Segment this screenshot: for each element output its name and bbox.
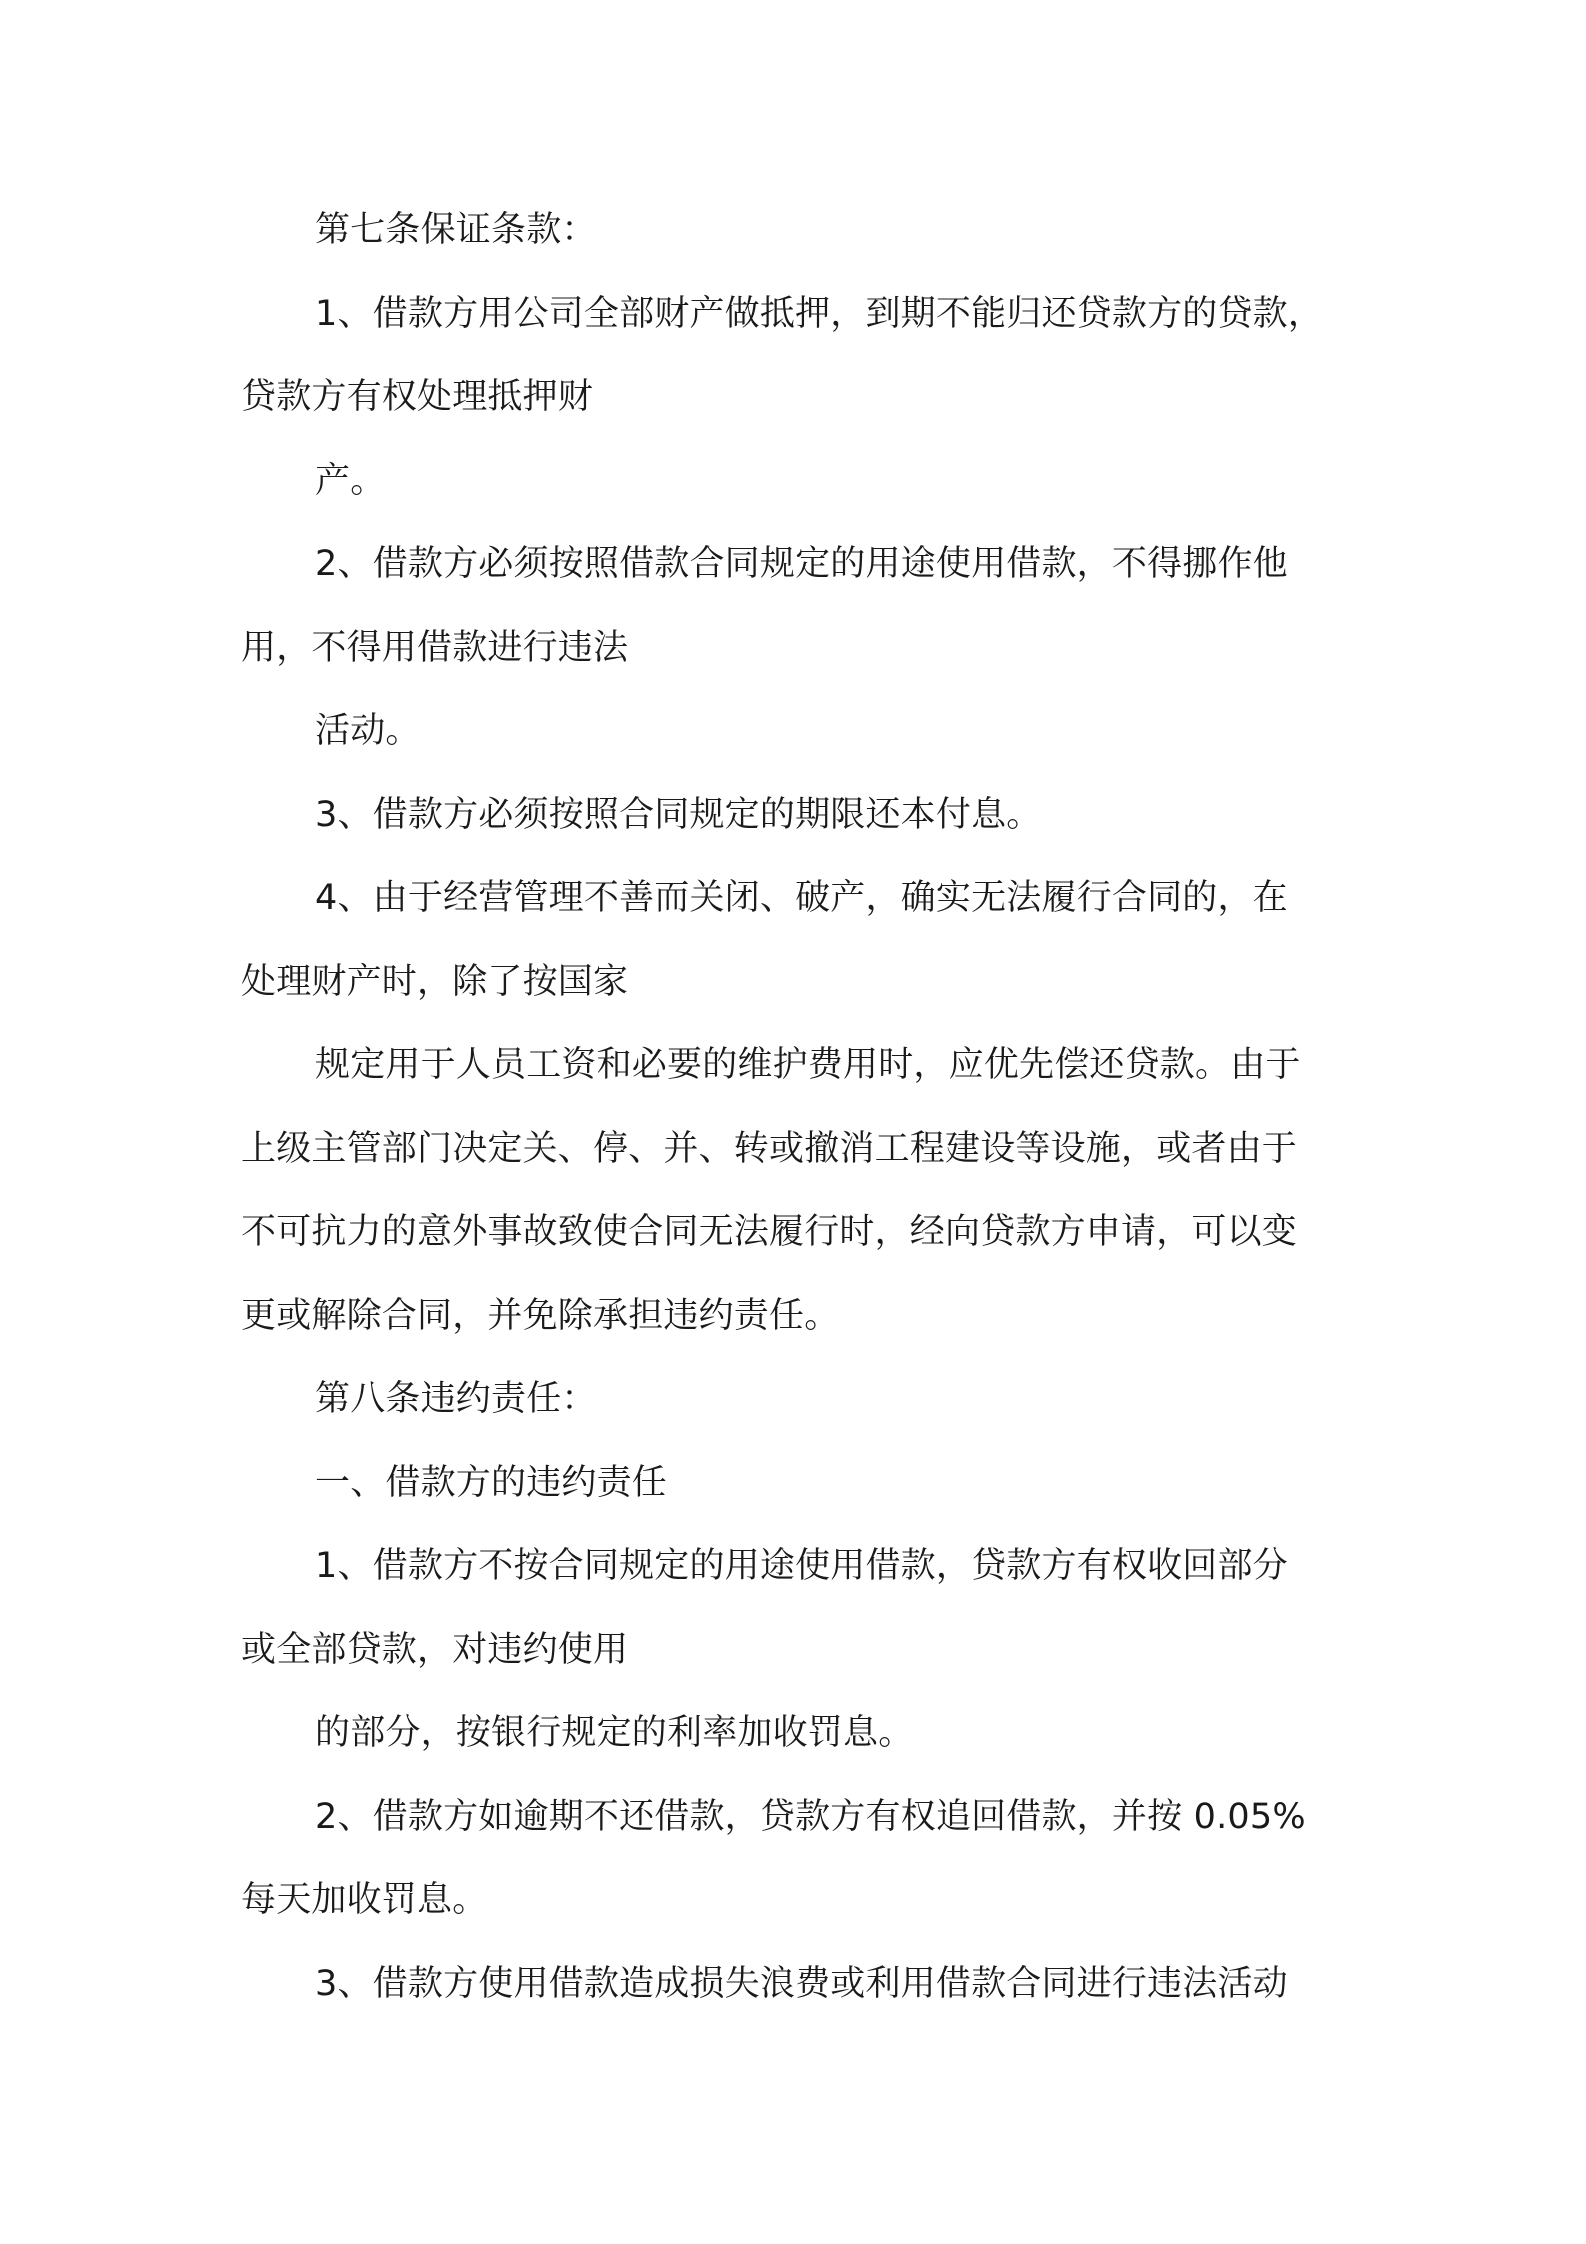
clause-7-4-line-3: 规定用于人员工资和必要的维护费用时，应优先偿还贷款。由于 (315, 1045, 1301, 1085)
clause-7-1-line-1: 1、借款方用公司全部财产做抵押，到期不能归还贷款方的贷款， (315, 294, 1324, 334)
clause-7-2-line-3: 活动。 (315, 711, 421, 751)
article-7-heading: 第七条保证条款： (315, 210, 597, 250)
clause-7-4-line-6: 更或解除合同，并免除承担违约责任。 (241, 1296, 840, 1336)
clause-7-2-line-1: 2、借款方必须按照借款合同规定的用途使用借款，不得挪作他 (315, 544, 1288, 584)
clause-7-1-line-3: 产。 (315, 461, 386, 501)
clause-7-1-line-2: 贷款方有权处理抵押财 (241, 377, 594, 417)
clause-7-4-line-4: 上级主管部门决定关、停、并、转或撤消工程建设等设施，或者由于 (241, 1129, 1298, 1169)
clause-7-2-line-2: 用，不得用借款进行违法 (241, 628, 629, 668)
clause-7-4-line-5: 不可抗力的意外事故致使合同无法履行时，经向贷款方申请，可以变 (241, 1212, 1298, 1252)
clause-8-1-1-line-3: 的部分，按银行规定的利率加收罚息。 (315, 1713, 914, 1753)
article-8-heading: 第八条违约责任： (315, 1379, 597, 1419)
clause-8-1-1-line-1: 1、借款方不按合同规定的用途使用借款，贷款方有权收回部分 (315, 1546, 1288, 1586)
clause-8-1-2-line-1: 2、借款方如逾期不还借款，贷款方有权追回借款，并按 0.05% (315, 1797, 1306, 1837)
clause-7-4-line-2: 处理财产时，除了按国家 (241, 962, 629, 1002)
clause-7-4-line-1: 4、由于经营管理不善而关闭、破产，确实无法履行合同的，在 (315, 878, 1288, 918)
clause-7-3: 3、借款方必须按照合同规定的期限还本付息。 (315, 795, 1042, 835)
clause-8-1-3-line-1: 3、借款方使用借款造成损失浪费或利用借款合同进行违法活动 (315, 1964, 1288, 2004)
clause-8-1-1-line-2: 或全部贷款，对违约使用 (241, 1630, 629, 1670)
clause-8-1-2-line-2: 每天加收罚息。 (241, 1880, 488, 1920)
section-8-1-heading: 一、借款方的违约责任 (315, 1463, 668, 1503)
